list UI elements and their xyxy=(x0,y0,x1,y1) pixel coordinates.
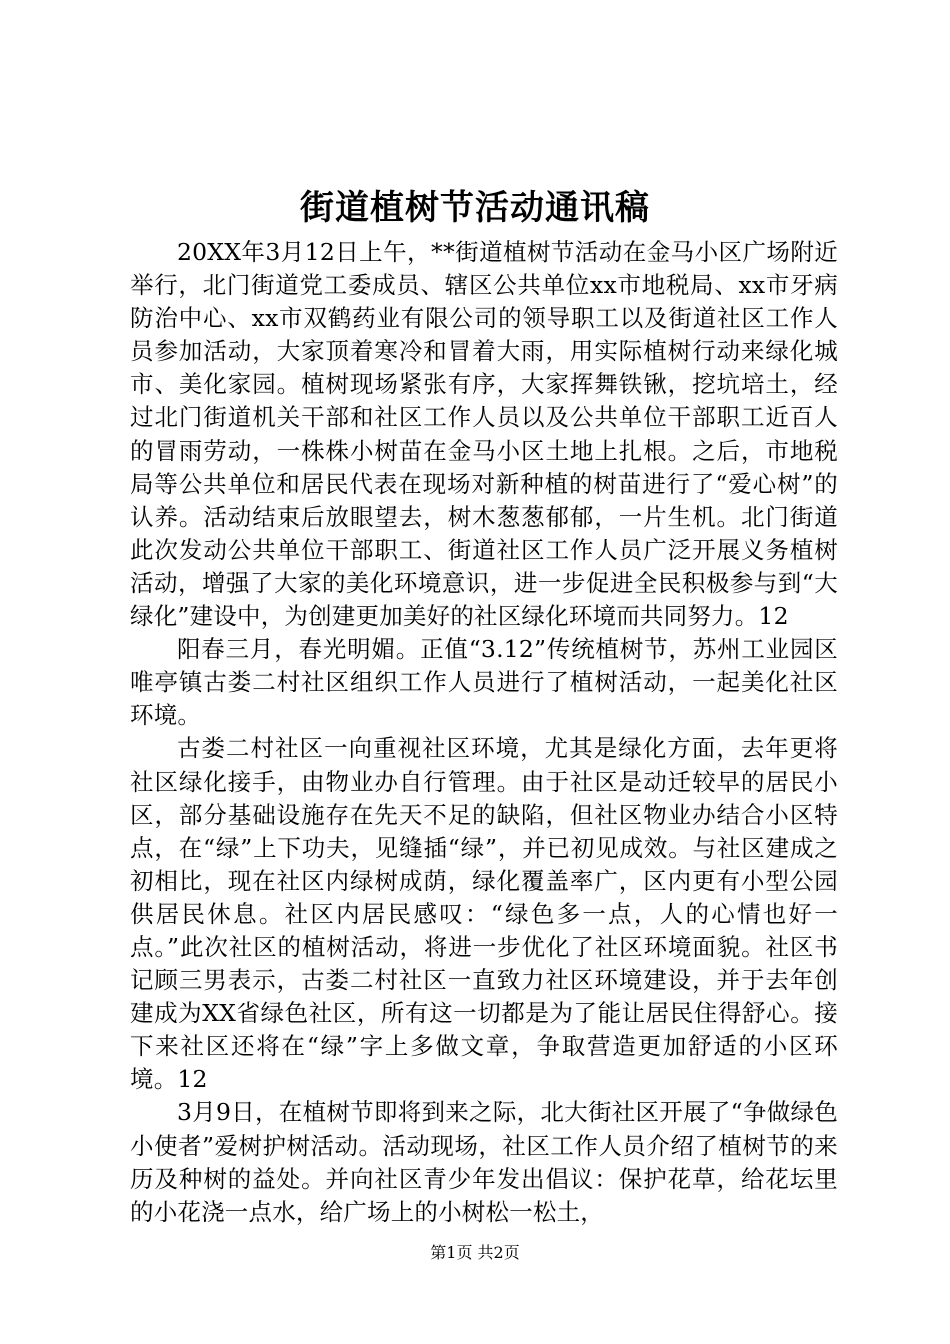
document-body xyxy=(130,236,838,1229)
paragraph: 3月9日，在植树节即将到来之际，北大街社区开展了“争做绿色小使者”爱树护树活动。活动现场，社区工作人员介绍了植树节的来历及种树的益处。并向社区青少年发出倡议：保护花草，给花坛里的小花浇一点水，给广场上的小树松一松土， xyxy=(130,1098,838,1226)
page-number-footer: 第1页 共2页 xyxy=(430,1243,520,1262)
document-title: 街道植树节活动通讯稿 xyxy=(300,188,650,228)
paragraph: 20XX年3月12日上午，**街道植树节活动在金马小区广场附近举行，北门街道党工委成员、辖区公共单位xx市地税局、xx市牙病防治中心、xx市双鹤药业有限公司的领导职工以及街道社区工作人员参加活动，大家顶着寒冷和冒着大雨，用实际植树行动来绿化城市、美化家园。植树现场紧张有序，大家挥舞铁锹，挖坑培土，经过北门街道机关干部和社区工作人员以及公共单位干部职工近百人的冒雨劳动，一株株小树苗在金马小区土地上扎根。之后，市地税局等公共单位和居民代表在现场对新种植的树苗进行了“爱心树”的认养。活动结束后放眼望去，树木葱葱郁郁，一片生机。北门街道此次发动公共单位干部职工、街道社区工作人员广泛开展义务植树活动，增强了大家的美化环境意识，进一步促进全民积极参与到“大绿化”建设中，为创建更加美好的社区绿化环境而共同努力。12 xyxy=(130,238,838,631)
paragraph: 古娄二村社区一向重视社区环境，尤其是绿化方面，去年更将社区绿化接手，由物业办自行管理。由于社区是动迁较早的居民小区，部分基础设施存在先天不足的缺陷，但社区物业办结合小区特点，在“绿”上下功夫，见缝插“绿”，并已初见成效。与社区建成之初相比，现在社区内绿树成荫，绿化覆盖率广，区内更有小型公园供居民休息。社区内居民感叹：“绿色多一点，人的心情也好一点。”此次社区的植树活动，将进一步优化了社区环境面貌。社区书记顾三男表示，古娄二村社区一直致力社区环境建设，并于去年创建成为XX省绿色社区，所有这一切都是为了能让居民住得舒心。接下来社区还将在“绿”字上多做文章，争取营造更加舒适的小区环境。12 xyxy=(130,734,838,1094)
paragraph: 阳春三月，春光明媚。正值“3.12”传统植树节，苏州工业园区唯亭镇古娄二村社区组织工作人员进行了植树活动，一起美化社区环境。 xyxy=(130,635,838,730)
